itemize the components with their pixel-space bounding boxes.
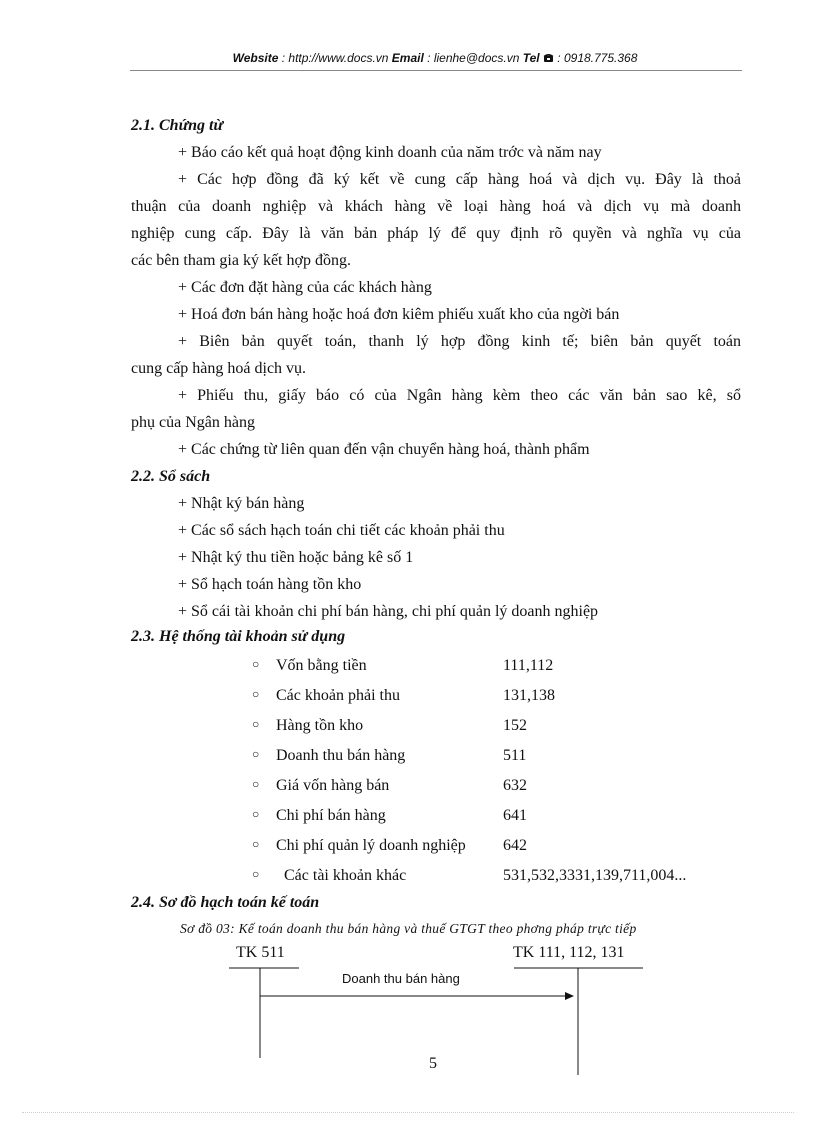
account-code: 641 bbox=[503, 807, 527, 824]
email-value: : lienhe@docs.vn bbox=[423, 51, 523, 65]
paragraph-line: + Các chứng từ liên quan đến vận chuyển hàng hoá, thành phẩm bbox=[178, 441, 590, 458]
paragraph-line: + Các đơn đặt hàng của các khách hàng bbox=[178, 279, 432, 296]
list-item: + Sổ cái tài khoản chi phí bán hàng, chi phí quản lý doanh nghiệp bbox=[178, 603, 599, 620]
arrow-head-icon bbox=[565, 992, 574, 1000]
account-name: Vốn bằng tiền bbox=[276, 657, 367, 674]
circle-bullet-icon: ○ bbox=[252, 717, 260, 731]
tel-label: Tel bbox=[522, 51, 540, 65]
account-name: Chi phí bán hàng bbox=[276, 807, 386, 824]
paragraph-line: + Các hợp đồng đã ký kết về cung cấp hàng hoá và dịch vụ. Đây là thoả bbox=[178, 171, 741, 188]
circle-bullet-icon: ○ bbox=[252, 687, 260, 701]
account-code: 531,532,3331,139,711,004... bbox=[503, 867, 687, 884]
list-item: + Nhật ký thu tiền hoặc bảng kê số 1 bbox=[178, 549, 414, 566]
account-name: Hàng tồn kho bbox=[276, 717, 364, 734]
paragraph-line: + Báo cáo kết quả hoạt động kinh doanh của năm trớc và năm nay bbox=[178, 144, 602, 161]
account-name: Các tài khoản khác bbox=[284, 867, 407, 884]
account-code: 152 bbox=[503, 717, 527, 734]
email-label: Email bbox=[391, 51, 424, 65]
circle-bullet-icon: ○ bbox=[252, 747, 260, 761]
paragraph-line: các bên tham gia ký kết hợp đồng. bbox=[131, 252, 351, 269]
account-code: 111,112 bbox=[503, 657, 554, 674]
account-code: 131,138 bbox=[503, 687, 555, 704]
paragraph-line: cung cấp hàng hoá dịch vụ. bbox=[131, 360, 307, 377]
website-label: Website bbox=[232, 51, 279, 65]
diagram-caption: Sơ đồ 03: Kế toán doanh thu bán hàng và thuế GTGT theo phơng pháp trực tiếp bbox=[180, 921, 637, 936]
section-heading-2-4: 2.4. Sơ đồ hạch toán kế toán bbox=[131, 894, 320, 911]
account-code: 642 bbox=[503, 837, 527, 854]
circle-bullet-icon: ○ bbox=[252, 837, 260, 851]
account-tk-511: TK 511 bbox=[236, 944, 285, 961]
circle-bullet-icon: ○ bbox=[252, 657, 260, 671]
account-name: Các khoản phải thu bbox=[276, 687, 400, 704]
account-code: 632 bbox=[503, 777, 527, 794]
account-tk-111-112-131: TK 111, 112, 131 bbox=[513, 944, 625, 961]
list-item: + Nhật ký bán hàng bbox=[178, 495, 305, 512]
circle-bullet-icon: ○ bbox=[252, 777, 260, 791]
list-item: + Các sổ sách hạch toán chi tiết các khoản phải thu bbox=[178, 522, 505, 539]
website-value: : http://www.docs.vn bbox=[278, 51, 392, 65]
tel-value: : 0918.775.368 bbox=[553, 51, 638, 65]
list-item: + Sổ hạch toán hàng tồn kho bbox=[178, 576, 362, 593]
account-name: Chi phí quản lý doanh nghiệp bbox=[276, 837, 466, 854]
paragraph-line: nghiệp cung cấp. Đây là văn bản pháp lý để quy định rõ quyền và nghĩa vụ của bbox=[131, 225, 741, 242]
section-heading-2-2: 2.2. Sổ sách bbox=[131, 468, 211, 485]
section-heading-2-1: 2.1. Chứng từ bbox=[131, 117, 224, 134]
paragraph-line: phụ của Ngân hàng bbox=[131, 414, 255, 431]
paragraph-line: + Phiếu thu, giấy báo có của Ngân hàng kèm theo các văn bản sao kê, sổ bbox=[178, 387, 741, 404]
paragraph-line: + Biên bản quyết toán, thanh lý hợp đồng kinh tế; biên bản quyết toán bbox=[178, 333, 741, 350]
account-name: Giá vốn hàng bán bbox=[276, 777, 390, 794]
flow-label: Doanh thu bán hàng bbox=[342, 971, 460, 986]
section-heading-2-3: 2.3. Hệ thống tài khoản sử dụng bbox=[131, 628, 346, 645]
paragraph-line: thuận của doanh nghiệp và khách hàng về loại hàng hoá và dịch vụ mà doanh bbox=[131, 198, 741, 215]
page-number: 5 bbox=[429, 1055, 437, 1072]
paragraph-line: + Hoá đơn bán hàng hoặc hoá đơn kiêm phiếu xuất kho của ngời bán bbox=[178, 306, 620, 323]
page-edge-rule bbox=[22, 1112, 794, 1113]
circle-bullet-icon: ○ bbox=[252, 807, 260, 821]
account-name: Doanh thu bán hàng bbox=[276, 747, 406, 764]
circle-bullet-icon: ○ bbox=[252, 867, 260, 881]
account-code: 511 bbox=[503, 747, 527, 764]
